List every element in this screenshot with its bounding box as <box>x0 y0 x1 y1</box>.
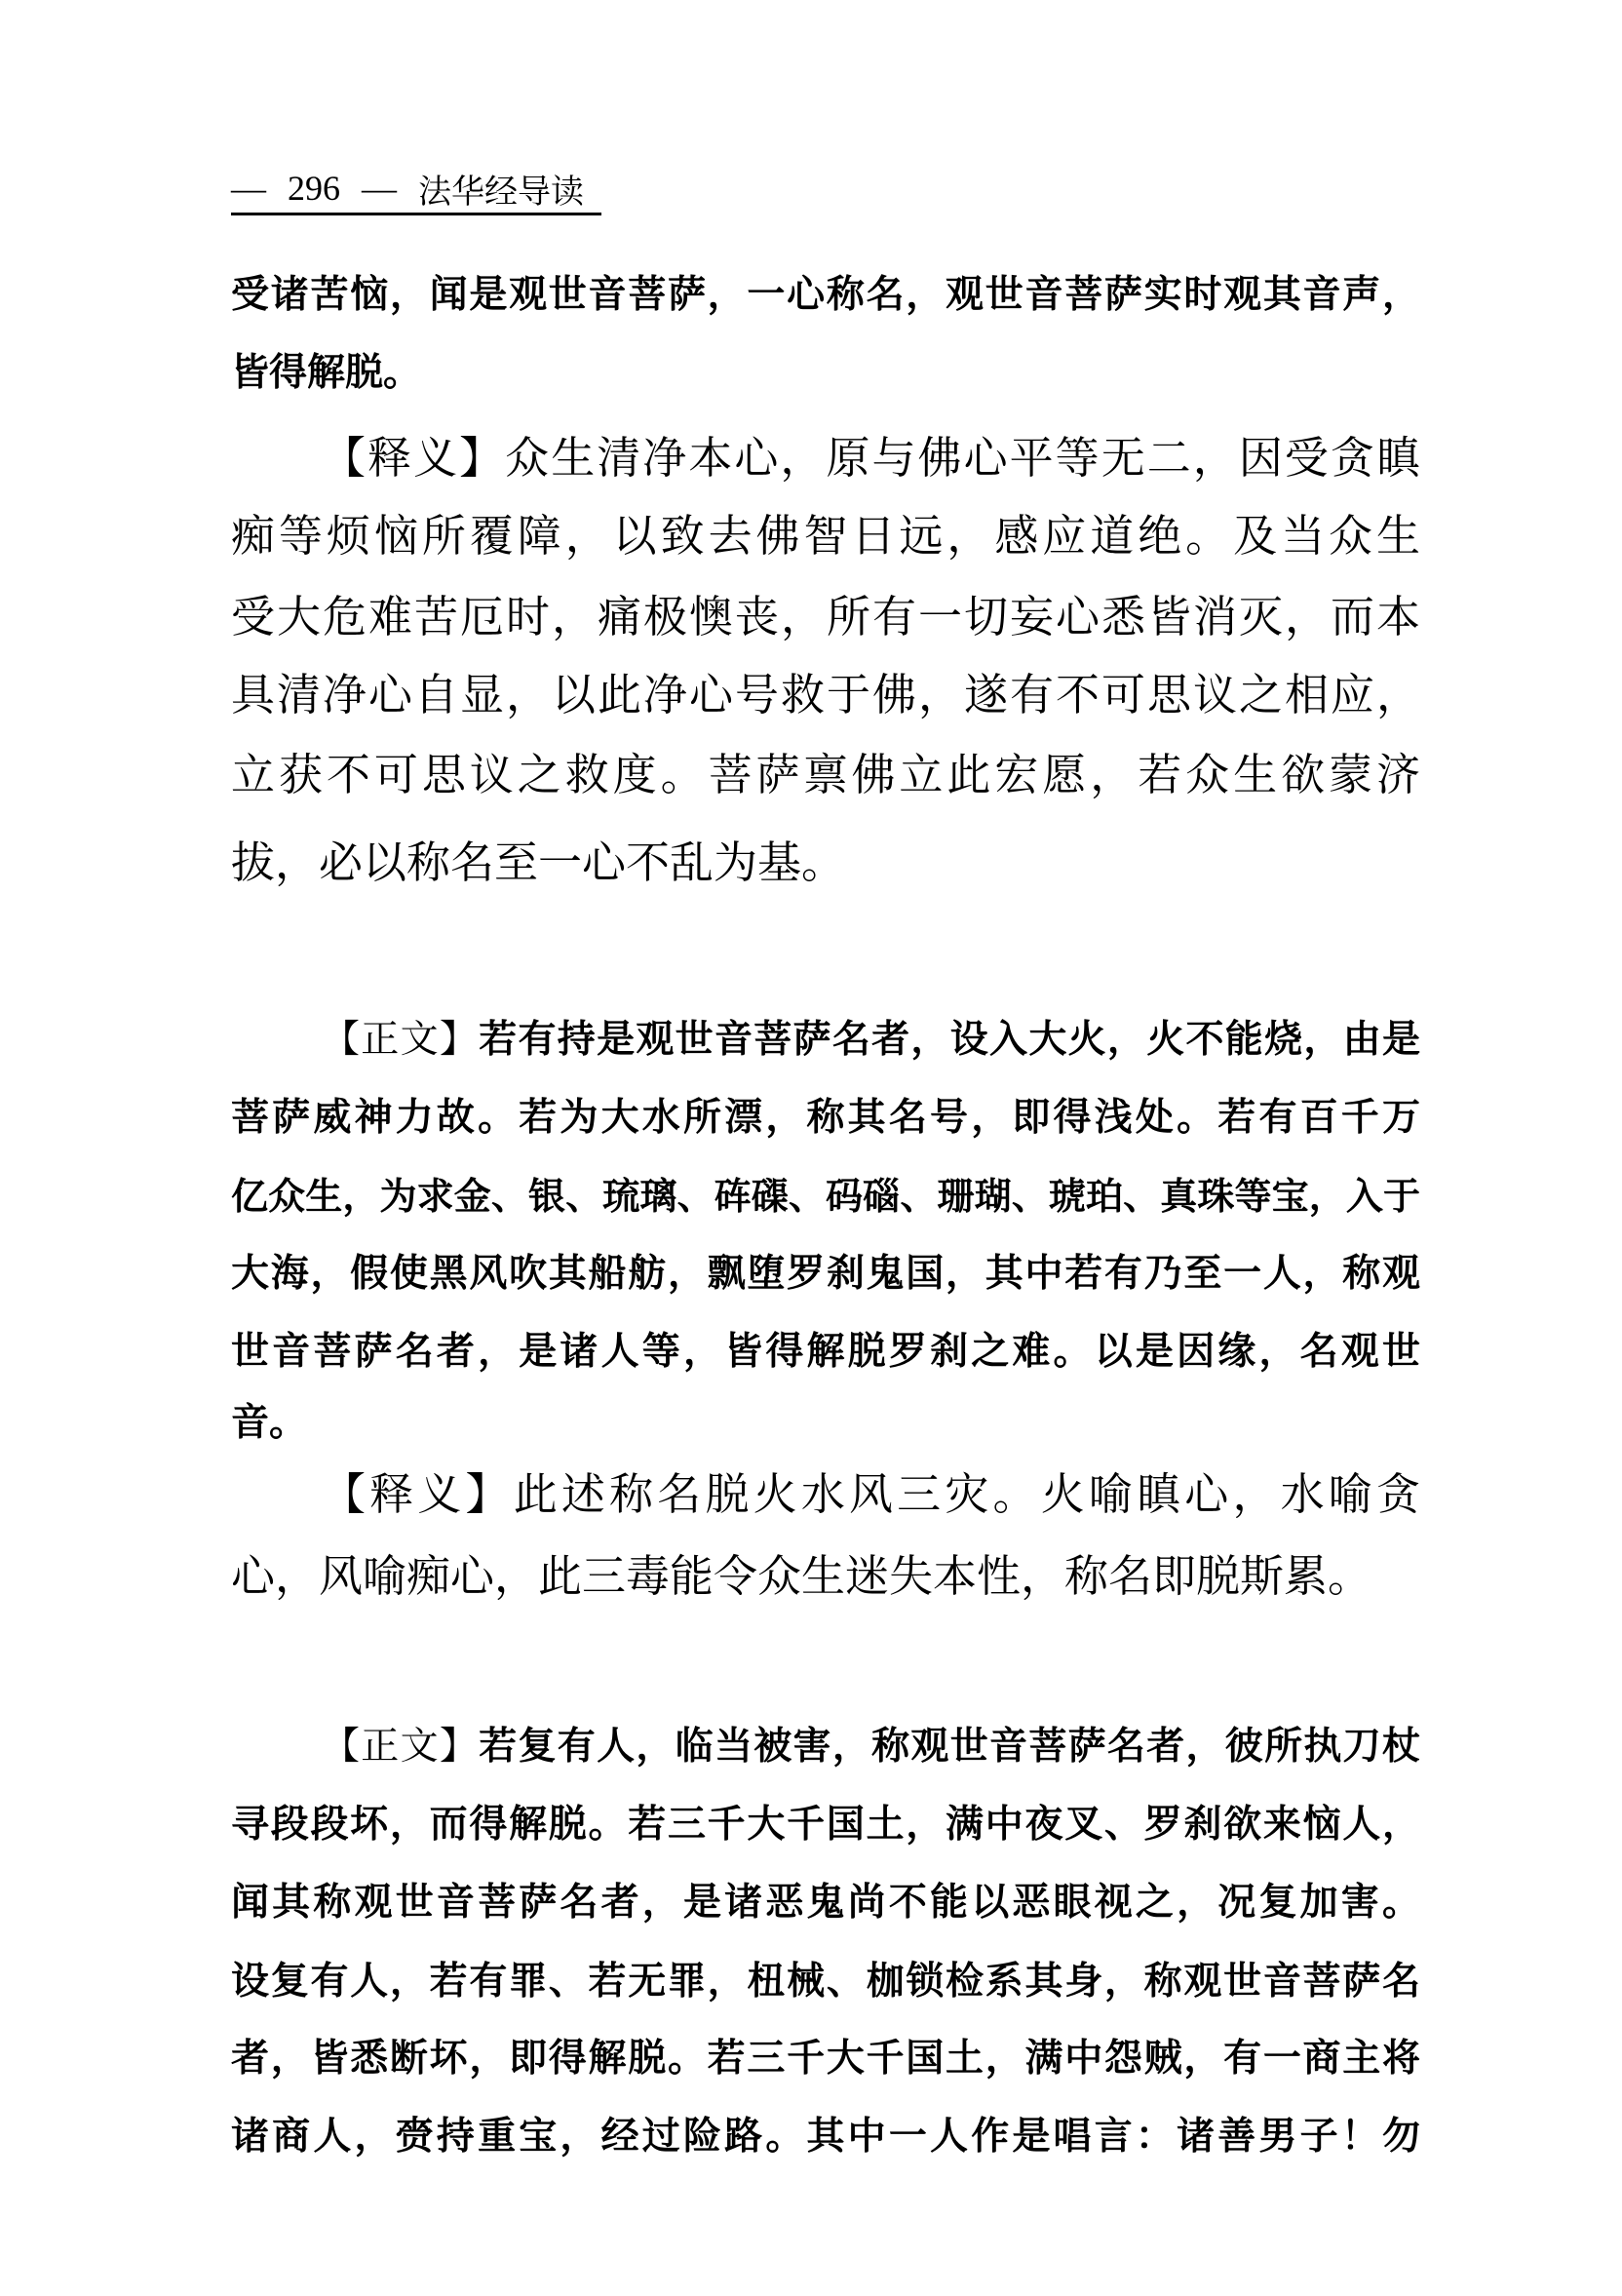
page-header <box>231 164 601 215</box>
line-text: 诸商人，赍持重宝，经过险路。其中一人作是唱言：诸善男子！勿 <box>231 2115 1420 2159</box>
paragraph-line <box>231 1318 1420 1386</box>
line-text: 受大危难苦厄时，痛极懊丧，所有一切妄心悉皆消灭，而本 <box>231 591 1420 642</box>
paragraph-line <box>231 1948 1420 2016</box>
line-text: 若有持是观世音菩萨名者，设入大火，火不能烧，由是 <box>479 1018 1420 1062</box>
line-text: 立获不可思议之救度。菩萨禀佛立此宏愿，若众生欲蒙济 <box>231 749 1420 800</box>
section-label: 【正文】 <box>322 1725 480 1769</box>
paragraph-line <box>322 1460 1420 1529</box>
book-title: 法华经导读 <box>418 172 584 212</box>
paragraph-line <box>322 1713 1420 1781</box>
paragraph-line <box>231 1791 1420 1859</box>
paragraph-line <box>231 741 1420 809</box>
line-text: 众生清净本心，原与佛心平等无二，因受贪瞋 <box>505 432 1420 484</box>
paragraph-line <box>231 829 1420 897</box>
line-text: 皆得解脱。 <box>231 351 422 395</box>
paragraph-line <box>231 339 1420 408</box>
line-text: 亿众生，为求金、银、琉璃、砗磲、码碯、珊瑚、琥珀、真珠等宝，入于 <box>231 1175 1420 1218</box>
line-text: 音。 <box>231 1401 308 1445</box>
paragraph-line <box>231 1389 1420 1458</box>
line-text: 受诸苦恼，闻是观世音菩萨，一心称名，观世音菩萨实时观其音声， <box>231 273 1420 317</box>
page-number: 296 <box>288 169 340 208</box>
line-text: 寻段段坏，而得解脱。若三千大千国土，满中夜叉、罗刹欲来恼人， <box>231 1803 1420 1847</box>
line-text: 大海，假使黑风吹其船舫，飘堕罗刹鬼国，其中若有乃至一人，称观 <box>231 1252 1420 1296</box>
section-label: 【释义】 <box>322 432 506 484</box>
paragraph-line <box>231 1869 1420 1937</box>
paragraph-line <box>231 583 1420 651</box>
paragraph-line <box>231 1162 1420 1230</box>
line-text: 者，皆悉断坏，即得解脱。若三千大千国土，满中怨贼，有一商主将 <box>231 2037 1420 2081</box>
paragraph-line <box>231 1542 1420 1611</box>
section-label: 【正文】 <box>322 1018 480 1062</box>
line-text: 闻其称观世音菩萨名者，是诸恶鬼尚不能以恶眼视之，况复加害。 <box>231 1881 1420 1925</box>
paragraph-line <box>231 261 1420 330</box>
line-text: 心，风喻痴心，此三毒能令众生迷失本性，称名即脱斯累。 <box>231 1550 1372 1602</box>
paragraph-line <box>231 2025 1420 2093</box>
line-text: 具清净心自显，以此净心号救于佛，遂有不可思议之相应， <box>231 669 1420 720</box>
header-dash-right: — <box>362 169 397 208</box>
line-text: 拔，必以称名至一心不乱为基。 <box>231 837 846 888</box>
paragraph-line <box>231 1240 1420 1308</box>
line-text: 痴等烦恼所覆障，以致去佛智日远，感应道绝。及当众生 <box>231 510 1420 562</box>
line-text: 此述称名脱火水风三灾。火喻瞋心，水喻贪 <box>513 1468 1420 1520</box>
paragraph-line <box>231 1084 1420 1152</box>
section-label: 【释义】 <box>322 1468 514 1520</box>
paragraph-line <box>231 2103 1420 2171</box>
header-dash-left: — <box>231 169 266 208</box>
line-text: 菩萨威神力故。若为大水所漂，称其名号，即得浅处。若有百千万 <box>231 1096 1420 1140</box>
paragraph-line <box>322 1006 1420 1074</box>
paragraph-line <box>322 424 1420 492</box>
line-text: 世音菩萨名者，是诸人等，皆得解脱罗刹之难。以是因缘，名观世 <box>231 1330 1420 1374</box>
paragraph-line <box>231 661 1420 729</box>
paragraph-line <box>231 502 1420 570</box>
line-text: 若复有人，临当被害，称观世音菩萨名者，彼所执刀杖 <box>479 1725 1420 1769</box>
line-text: 设复有人，若有罪、若无罪，杻械、枷锁检系其身，称观世音菩萨名 <box>231 1960 1420 2004</box>
